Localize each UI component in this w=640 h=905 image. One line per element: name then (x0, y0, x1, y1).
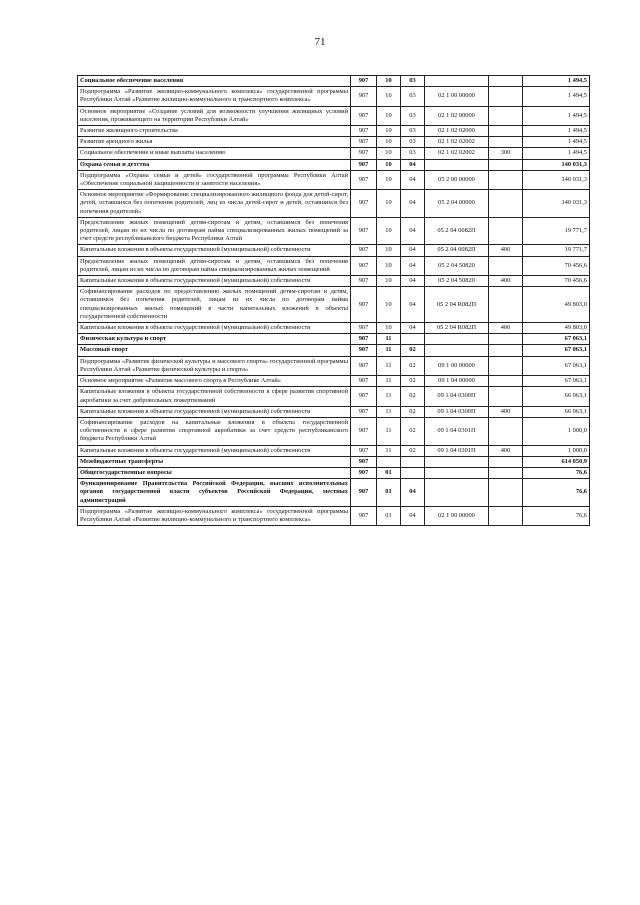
cell-subsection (401, 334, 425, 345)
cell-admin-code: 907 (351, 456, 377, 467)
cell-subsection: 02 (401, 376, 425, 387)
table-row (78, 76, 590, 87)
cell-name: Подпрограмма «Охрана семьи и детей» государственной программы Республики Алтай «Обеспечение социальной защищенности и занятости населения» (78, 170, 351, 189)
table-row (78, 126, 590, 137)
table-row (78, 217, 590, 245)
cell-target-article: 02 1 00 00000 (425, 87, 489, 106)
table-row (78, 406, 590, 417)
cell-expense-type (489, 456, 523, 467)
cell-subsection: 02 (401, 387, 425, 406)
table-row (78, 256, 590, 275)
cell-subsection: 03 (401, 106, 425, 125)
cell-section: 10 (377, 287, 401, 323)
cell-name: Подпрограмма «Развитие жилищно-коммунального комплекса» государственной программы Республики Алтай «Развитие жилищно-коммунального и транспортного комплекса» (78, 506, 351, 525)
cell-section: 10 (377, 323, 401, 334)
cell-section: 10 (377, 87, 401, 106)
cell-section: 11 (377, 345, 401, 356)
cell-section: 10 (377, 159, 401, 170)
cell-admin-code: 907 (351, 479, 377, 507)
cell-amount: 1 494,5 (523, 87, 590, 106)
cell-subsection: 04 (401, 506, 425, 525)
cell-section: 10 (377, 106, 401, 125)
table-row (78, 479, 590, 507)
cell-name: Физическая культура и спорт (78, 334, 351, 345)
cell-admin-code: 907 (351, 506, 377, 525)
cell-amount: 66 063,1 (523, 406, 590, 417)
cell-amount: 140 031,3 (523, 170, 590, 189)
cell-name: Охрана семьи и детства (78, 159, 351, 170)
cell-section (377, 456, 401, 467)
cell-amount: 76,6 (523, 506, 590, 525)
cell-name: Капитальные вложения в объекты государственной (муниципальной) собственности (78, 406, 351, 417)
cell-target-article: 05 2 04 0082П (425, 217, 489, 245)
cell-subsection: 04 (401, 170, 425, 189)
cell-target-article (425, 479, 489, 507)
cell-target-article: 05 2 00 00000 (425, 170, 489, 189)
cell-amount: 1 000,0 (523, 417, 590, 445)
cell-amount: 67 063,1 (523, 345, 590, 356)
cell-name: Развитие арендного жилья (78, 137, 351, 148)
cell-target-article: 02 1 02 02002 (425, 148, 489, 159)
cell-target-article: 09 1 04 00000 (425, 376, 489, 387)
cell-admin-code: 907 (351, 406, 377, 417)
table-row (78, 387, 590, 406)
cell-target-article: 02 1 02 02000 (425, 126, 489, 137)
cell-section: 10 (377, 126, 401, 137)
cell-section: 11 (377, 356, 401, 375)
budget-table (77, 75, 590, 526)
table-row (78, 137, 590, 148)
table-row (78, 245, 590, 256)
cell-admin-code: 907 (351, 106, 377, 125)
cell-admin-code: 907 (351, 256, 377, 275)
cell-name: Подпрограмма «Развитие физической культуры и массового спорта» государственной программы Республики Алтай «Развитие физической культуры и спорта» (78, 356, 351, 375)
table-row (78, 445, 590, 456)
cell-amount: 66 063,1 (523, 387, 590, 406)
cell-admin-code: 907 (351, 345, 377, 356)
cell-target-article: 02 1 02 00000 (425, 106, 489, 125)
table-row (78, 506, 590, 525)
cell-name: Функционирование Правительства Российской Федерации, высших исполнительных органов государственной власти субъектов Российской Федерации, местных администраций (78, 479, 351, 507)
cell-subsection: 04 (401, 276, 425, 287)
cell-name: Развитие жилищного строительства (78, 126, 351, 137)
table-row (78, 345, 590, 356)
cell-target-article: 05 2 04 00000 (425, 190, 489, 218)
cell-admin-code: 907 (351, 148, 377, 159)
table-row (78, 467, 590, 478)
cell-amount: 1 494,5 (523, 106, 590, 125)
cell-subsection: 03 (401, 137, 425, 148)
cell-name: Социальное обеспечение населения (78, 76, 351, 87)
cell-target-article: 09 1 04 0301П (425, 417, 489, 445)
cell-admin-code: 907 (351, 356, 377, 375)
cell-expense-type: 400 (489, 245, 523, 256)
cell-section: 10 (377, 170, 401, 189)
cell-amount: 1 494,5 (523, 148, 590, 159)
cell-subsection: 04 (401, 190, 425, 218)
cell-subsection: 04 (401, 256, 425, 275)
cell-subsection: 04 (401, 479, 425, 507)
cell-expense-type (489, 217, 523, 245)
cell-section: 01 (377, 506, 401, 525)
cell-section: 01 (377, 467, 401, 478)
cell-expense-type (489, 356, 523, 375)
cell-amount: 19 771,7 (523, 245, 590, 256)
cell-target-article (425, 334, 489, 345)
cell-target-article: 05 2 04 R082П (425, 287, 489, 323)
cell-expense-type (489, 479, 523, 507)
cell-section: 10 (377, 276, 401, 287)
cell-amount: 76,6 (523, 467, 590, 478)
cell-admin-code: 907 (351, 276, 377, 287)
cell-name: Социальное обеспечение и иные выплаты населению (78, 148, 351, 159)
cell-section: 10 (377, 217, 401, 245)
cell-admin-code: 907 (351, 159, 377, 170)
cell-amount: 1 000,0 (523, 445, 590, 456)
cell-subsection: 04 (401, 159, 425, 170)
cell-section: 11 (377, 406, 401, 417)
cell-admin-code: 907 (351, 245, 377, 256)
cell-admin-code: 907 (351, 217, 377, 245)
cell-section: 10 (377, 256, 401, 275)
cell-target-article (425, 76, 489, 87)
cell-name: Основное мероприятие «Формирование специализированного жилищного фонда для детей-сирот, детей, оставшихся без попечения родителей, лиц из числа детей-сирот и детей, оставшихся без попечения родителей» (78, 190, 351, 218)
cell-expense-type (489, 387, 523, 406)
cell-subsection (401, 467, 425, 478)
cell-subsection: 02 (401, 345, 425, 356)
cell-section: 10 (377, 76, 401, 87)
cell-name: Капитальные вложения в объекты государственной собственности в сфере развития спортивной акробатики за счет добровольных пожертвований (78, 387, 351, 406)
cell-name: Основное мероприятие «Создание условий для возможности улучшения жилищных условий населения, проживающего на территории Республики Алтай» (78, 106, 351, 125)
table-row (78, 417, 590, 445)
cell-name: Капитальные вложения в объекты государственной (муниципальной) собственности (78, 245, 351, 256)
cell-amount: 1 494,5 (523, 126, 590, 137)
cell-target-article: 05 2 04 50820 (425, 276, 489, 287)
table-row (78, 376, 590, 387)
cell-section: 11 (377, 376, 401, 387)
cell-expense-type: 400 (489, 406, 523, 417)
cell-subsection: 04 (401, 245, 425, 256)
cell-amount: 76,6 (523, 479, 590, 507)
cell-target-article (425, 456, 489, 467)
cell-section: 11 (377, 445, 401, 456)
cell-target-article (425, 467, 489, 478)
cell-name: Основное мероприятие «Развитие массового спорта в Республике Алтай» (78, 376, 351, 387)
cell-section: 01 (377, 479, 401, 507)
cell-expense-type (489, 106, 523, 125)
table-row (78, 356, 590, 375)
cell-amount: 140 031,3 (523, 190, 590, 218)
cell-target-article: 05 2 04 0082П (425, 245, 489, 256)
cell-name: Софинансирование расходов на капитальные вложения в объекты государственной собственности в сфере развития спортивной акробатики за счет средств республиканского бюджета Республики Алтай (78, 417, 351, 445)
cell-admin-code: 907 (351, 445, 377, 456)
cell-admin-code: 907 (351, 76, 377, 87)
cell-admin-code: 907 (351, 126, 377, 137)
page-number: 71 (314, 36, 326, 48)
cell-section: 10 (377, 148, 401, 159)
cell-amount: 70 456,6 (523, 276, 590, 287)
table-row (78, 190, 590, 218)
cell-target-article: 05 2 04 R082П (425, 323, 489, 334)
cell-admin-code: 907 (351, 417, 377, 445)
cell-admin-code: 907 (351, 87, 377, 106)
cell-expense-type (489, 190, 523, 218)
cell-expense-type (489, 334, 523, 345)
cell-amount: 70 456,6 (523, 256, 590, 275)
table-row (78, 456, 590, 467)
cell-admin-code: 907 (351, 170, 377, 189)
cell-section: 11 (377, 387, 401, 406)
cell-name: Капитальные вложения в объекты государственной (муниципальной) собственности (78, 323, 351, 334)
cell-expense-type (489, 126, 523, 137)
cell-target-article: 09 1 04 0301П (425, 445, 489, 456)
table-row (78, 276, 590, 287)
cell-expense-type (489, 345, 523, 356)
cell-target-article (425, 159, 489, 170)
cell-name: Предоставление жилых помещений детям-сиротам и детям, оставшимся без попечения родителей, лицам из их числа по договорам найма специализированных жилых помещений за счет средств республиканского бюджета Республики Алтай (78, 217, 351, 245)
cell-subsection: 02 (401, 417, 425, 445)
cell-subsection: 03 (401, 87, 425, 106)
cell-subsection: 02 (401, 406, 425, 417)
cell-amount: 614 050,9 (523, 456, 590, 467)
cell-subsection (401, 456, 425, 467)
table-row (78, 170, 590, 189)
table-row (78, 106, 590, 125)
cell-expense-type: 300 (489, 148, 523, 159)
cell-expense-type (489, 506, 523, 525)
cell-subsection: 02 (401, 356, 425, 375)
cell-section: 11 (377, 334, 401, 345)
cell-admin-code: 907 (351, 467, 377, 478)
cell-target-article: 02 1 02 02002 (425, 137, 489, 148)
cell-target-article: 09 1 04 0300П (425, 387, 489, 406)
cell-admin-code: 907 (351, 387, 377, 406)
cell-admin-code: 907 (351, 334, 377, 345)
cell-expense-type (489, 170, 523, 189)
cell-name: Подпрограмма «Развитие жилищно-коммунального комплекса» государственной программы Республики Алтай «Развитие жилищно-коммунального и транспортного комплекса» (78, 87, 351, 106)
cell-subsection: 03 (401, 126, 425, 137)
cell-name: Капитальные вложения в объекты государственной (муниципальной) собственности (78, 276, 351, 287)
cell-expense-type (489, 376, 523, 387)
cell-name: Софинансирование расходов по предоставлению жилых помещений детям-сиротам и детям, оставшимся без попечения родителей, лицам из их числа по договорам найма специализированных жилых помещений в части капитальных вложений в объекты государственной собственности (78, 287, 351, 323)
cell-name: Общегосударственные вопросы (78, 467, 351, 478)
table-row (78, 87, 590, 106)
cell-expense-type (489, 87, 523, 106)
cell-amount: 1 494,5 (523, 137, 590, 148)
cell-expense-type: 400 (489, 276, 523, 287)
cell-admin-code: 907 (351, 287, 377, 323)
cell-expense-type: 400 (489, 445, 523, 456)
cell-name: Межбюджетные трансферты (78, 456, 351, 467)
cell-target-article: 09 1 04 0300П (425, 406, 489, 417)
cell-amount: 67 063,1 (523, 334, 590, 345)
cell-subsection: 04 (401, 217, 425, 245)
cell-amount: 140 031,3 (523, 159, 590, 170)
cell-expense-type (489, 256, 523, 275)
cell-section: 10 (377, 137, 401, 148)
cell-expense-type: 400 (489, 323, 523, 334)
cell-section: 10 (377, 245, 401, 256)
cell-expense-type (489, 76, 523, 87)
cell-name: Капитальные вложения в объекты государственной (муниципальной) собственности (78, 445, 351, 456)
cell-subsection: 03 (401, 148, 425, 159)
cell-expense-type (489, 467, 523, 478)
cell-section: 10 (377, 190, 401, 218)
table-row (78, 323, 590, 334)
cell-amount: 49 803,0 (523, 287, 590, 323)
cell-subsection: 02 (401, 445, 425, 456)
cell-amount: 1 494,5 (523, 76, 590, 87)
table-row (78, 287, 590, 323)
cell-target-article: 09 1 00 00000 (425, 356, 489, 375)
cell-admin-code: 907 (351, 376, 377, 387)
cell-target-article (425, 345, 489, 356)
cell-admin-code: 907 (351, 137, 377, 148)
cell-amount: 19 771,7 (523, 217, 590, 245)
cell-subsection: 03 (401, 76, 425, 87)
cell-subsection: 04 (401, 287, 425, 323)
cell-expense-type (489, 159, 523, 170)
table-row (78, 334, 590, 345)
cell-subsection: 04 (401, 323, 425, 334)
cell-expense-type (489, 137, 523, 148)
cell-target-article: 02 1 00 00000 (425, 506, 489, 525)
table-row (78, 148, 590, 159)
cell-name: Предоставление жилых помещений детям-сиротам и детям, оставшимся без попечения родителей, лицам из их числа по договорам найма специализированных жилых помещений (78, 256, 351, 275)
cell-amount: 67 063,1 (523, 376, 590, 387)
cell-section: 11 (377, 417, 401, 445)
cell-amount: 67 063,1 (523, 356, 590, 375)
cell-target-article: 05 2 04 50820 (425, 256, 489, 275)
cell-admin-code: 907 (351, 190, 377, 218)
table-row (78, 159, 590, 170)
cell-amount: 49 803,0 (523, 323, 590, 334)
cell-expense-type (489, 287, 523, 323)
cell-expense-type (489, 417, 523, 445)
cell-name: Массовый спорт (78, 345, 351, 356)
cell-admin-code: 907 (351, 323, 377, 334)
